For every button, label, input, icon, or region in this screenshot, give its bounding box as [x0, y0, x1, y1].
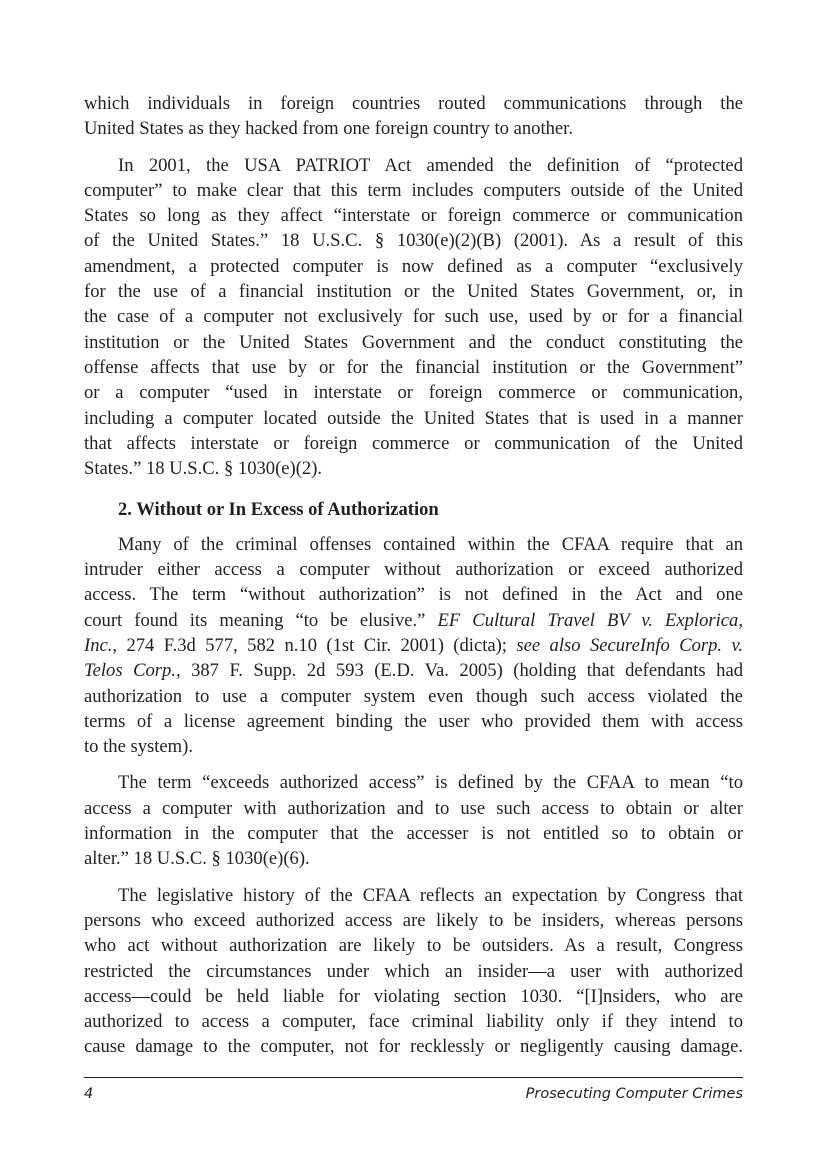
- text-line: including a computer located outside the United States that is used in a manner: [84, 407, 743, 429]
- footer-divider: [84, 1077, 743, 1078]
- case-citation-italic: EF Cultural Travel BV v. Explorica,: [437, 609, 743, 631]
- text-line: offense affects that use by or for the financial institution or the Government”: [84, 356, 743, 378]
- page-number: 4: [84, 1086, 94, 1102]
- text-line: United States as they hacked from one foreign country to another.: [84, 118, 573, 140]
- page-footer: [84, 1086, 743, 1102]
- text-line: restricted the circumstances under which an insider—a user with authorized: [84, 960, 743, 982]
- text-segment: , 387 F. Supp. 2d 593 (E.D. Va. 2005) (holding that defendants had: [175, 660, 743, 682]
- case-citation-italic: Inc.: [84, 634, 113, 656]
- case-citation-italic: Telos Corp.: [84, 660, 176, 682]
- text-line: access a computer with authorization and to use such access to obtain or alter: [84, 797, 743, 819]
- case-citation-italic: see also SecureInfo Corp. v.: [516, 634, 743, 656]
- paragraph: [84, 770, 743, 871]
- paragraph: [84, 883, 743, 1060]
- text-line: [84, 608, 743, 633]
- text-line: amendment, a protected computer is now defined as a computer “exclusively: [84, 255, 743, 277]
- text-line: of the United States.” 18 U.S.C. § 1030(e)(2)(B) (2001). As a result of this: [84, 230, 743, 252]
- text-segment: court found its meaning “to be elusive.”: [84, 609, 438, 631]
- paragraph: [84, 153, 743, 482]
- text-line: access—could be held liable for violating section 1030. “[I]nsiders, who are: [84, 985, 743, 1007]
- text-line: or a computer “used in interstate or foreign commerce or communication,: [84, 382, 743, 404]
- text-line: access. The term “without authorization” is not defined in the Act and one: [84, 584, 743, 606]
- text-line: The legislative history of the CFAA reflects an expectation by Congress that: [118, 884, 743, 906]
- text-line: persons who exceed authorized access are likely to be insiders, whereas persons: [84, 909, 743, 931]
- text-line: In 2001, the USA PATRIOT Act amended the definition of “protected: [118, 154, 743, 176]
- text-line: for the use of a financial institution or the United States Government, or, in: [84, 281, 743, 303]
- text-line: which individuals in foreign countries routed communications through the: [84, 93, 743, 114]
- text-line: authorization to use a computer system even though such access violated the: [84, 685, 743, 707]
- document-body: [84, 91, 743, 1060]
- text-line: to the system).: [84, 736, 193, 758]
- text-line: Many of the criminal offenses contained within the CFAA require that an: [118, 533, 743, 555]
- text-line: authorized to access a computer, face criminal liability only if they intend to: [84, 1011, 743, 1033]
- text-line: States so long as they affect “interstate or foreign commerce or communication: [84, 205, 743, 227]
- text-line: terms of a license agreement binding the user who provided them with access: [84, 710, 743, 732]
- text-line: who act without authorization are likely to be outsiders. As a result, Congress: [84, 935, 743, 957]
- running-title: Prosecuting Computer Crimes: [525, 1086, 743, 1102]
- section-heading: 2. Without or In Excess of Authorization: [118, 499, 439, 521]
- paragraph: [84, 532, 743, 760]
- text-line: cause damage to the computer, not for recklessly or negligently causing damage.: [84, 1036, 743, 1058]
- text-line: The term “exceeds authorized access” is defined by the CFAA to mean “to: [118, 772, 743, 794]
- text-line: intruder either access a computer without authorization or exceed authorized: [84, 559, 743, 581]
- text-line: that affects interstate or foreign commerce or communication of the United: [84, 432, 743, 454]
- text-line: computer” to make clear that this term includes computers outside of the United: [84, 179, 743, 201]
- text-segment: , 274 F.3d 577, 582 n.10 (1st Cir. 2001) (dicta);: [112, 634, 517, 656]
- text-line: alter.” 18 U.S.C. § 1030(e)(6).: [84, 848, 310, 870]
- text-line: institution or the United States Government and the conduct constituting the: [84, 331, 743, 353]
- paragraph: [84, 91, 743, 142]
- text-line: information in the computer that the accesser is not entitled so to obtain or: [84, 823, 743, 845]
- text-line: States.” 18 U.S.C. § 1030(e)(2).: [84, 458, 323, 480]
- text-line: the case of a computer not exclusively for such use, used by or for a financial: [84, 306, 743, 328]
- text-line: [84, 633, 743, 658]
- text-line: [84, 658, 743, 683]
